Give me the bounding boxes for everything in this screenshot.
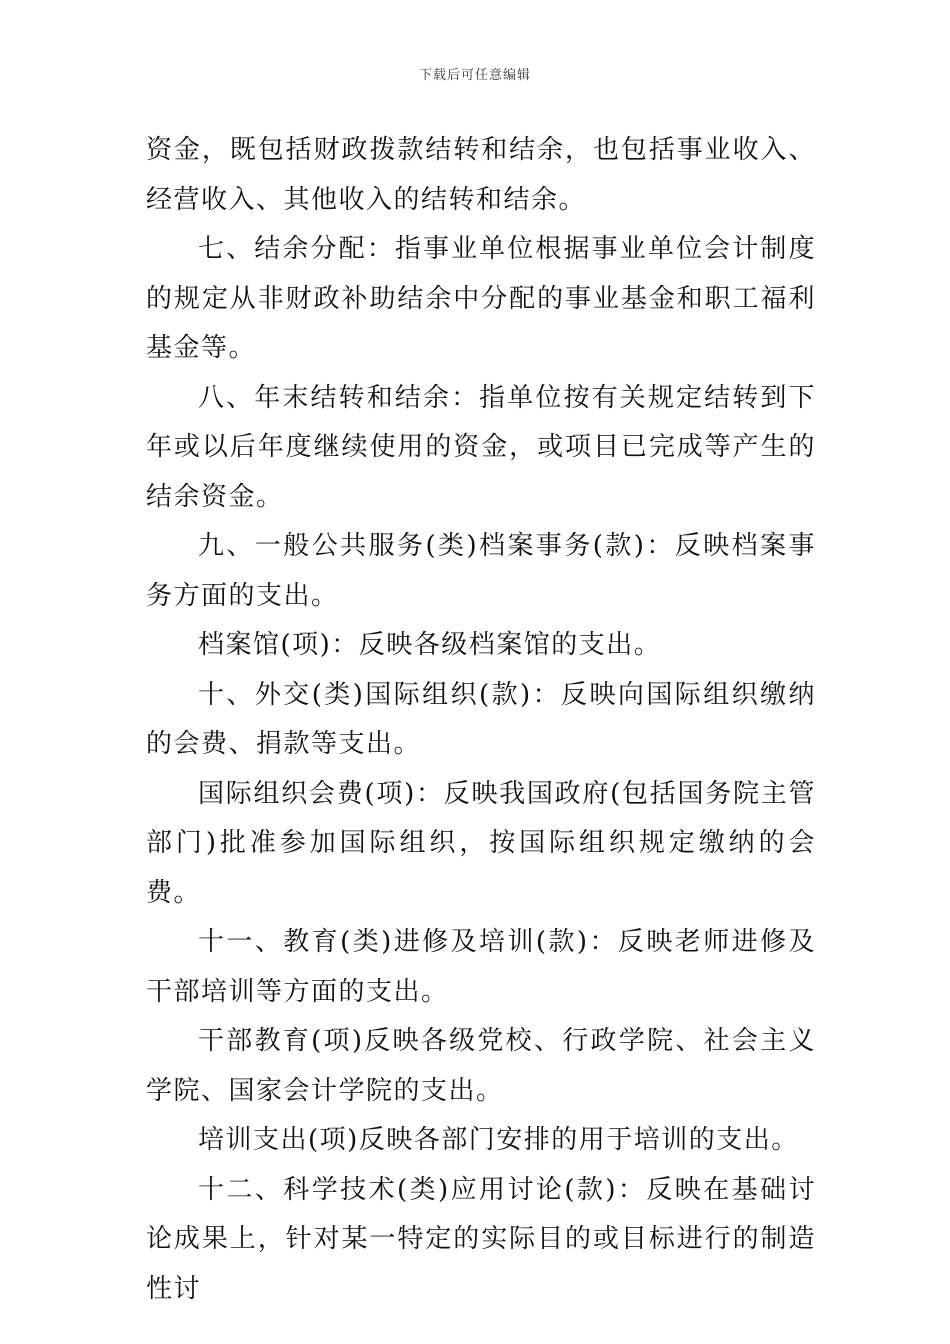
paragraph: 培训支出(项)反映各部门安排的用于培训的支出。 (198, 1125, 799, 1155)
paragraph: 十二、科学技术(类)应用讨论(款)：反映在基础讨论成果上，针对某一特定的实际目的或目标进行的制造性讨 (146, 1174, 816, 1304)
paragraph: 七、结余分配：指事业单位根据事业单位会计制度的规定从非财政补助结余中分配的事业基金和职工福利基金等。 (146, 234, 816, 363)
document-body (146, 126, 816, 1314)
paragraph: 十、外交(类)国际组织(款)：反映向国际组织缴纳的会费、捐款等支出。 (146, 679, 816, 759)
paragraph: 十一、教育(类)进修及培训(款)：反映老师进修及干部培训等方面的支出。 (146, 927, 816, 1007)
paragraph: 档案馆(项)：反映各级档案馆的支出。 (198, 630, 662, 660)
paragraph: 八、年末结转和结余：指单位按有关规定结转到下年或以后年度继续使用的资金，或项目已完成等产生的结余资金。 (146, 382, 816, 512)
paragraph: 九、一般公共服务(类)档案事务(款)：反映档案事务方面的支出。 (146, 531, 816, 611)
page-header: 下载后可任意编辑 (418, 68, 531, 83)
paragraph: 资金，既包括财政拨款结转和结余，也包括事业收入、经营收入、其他收入的结转和结余。 (146, 135, 816, 215)
paragraph: 干部教育(项)反映各级党校、行政学院、社会主义学院、国家会计学院的支出。 (146, 1026, 816, 1106)
paragraph: 国际组织会费(项)：反映我国政府(包括国务院主管部门)批准参加国际组织，按国际组织规定缴纳的会费。 (146, 778, 816, 908)
